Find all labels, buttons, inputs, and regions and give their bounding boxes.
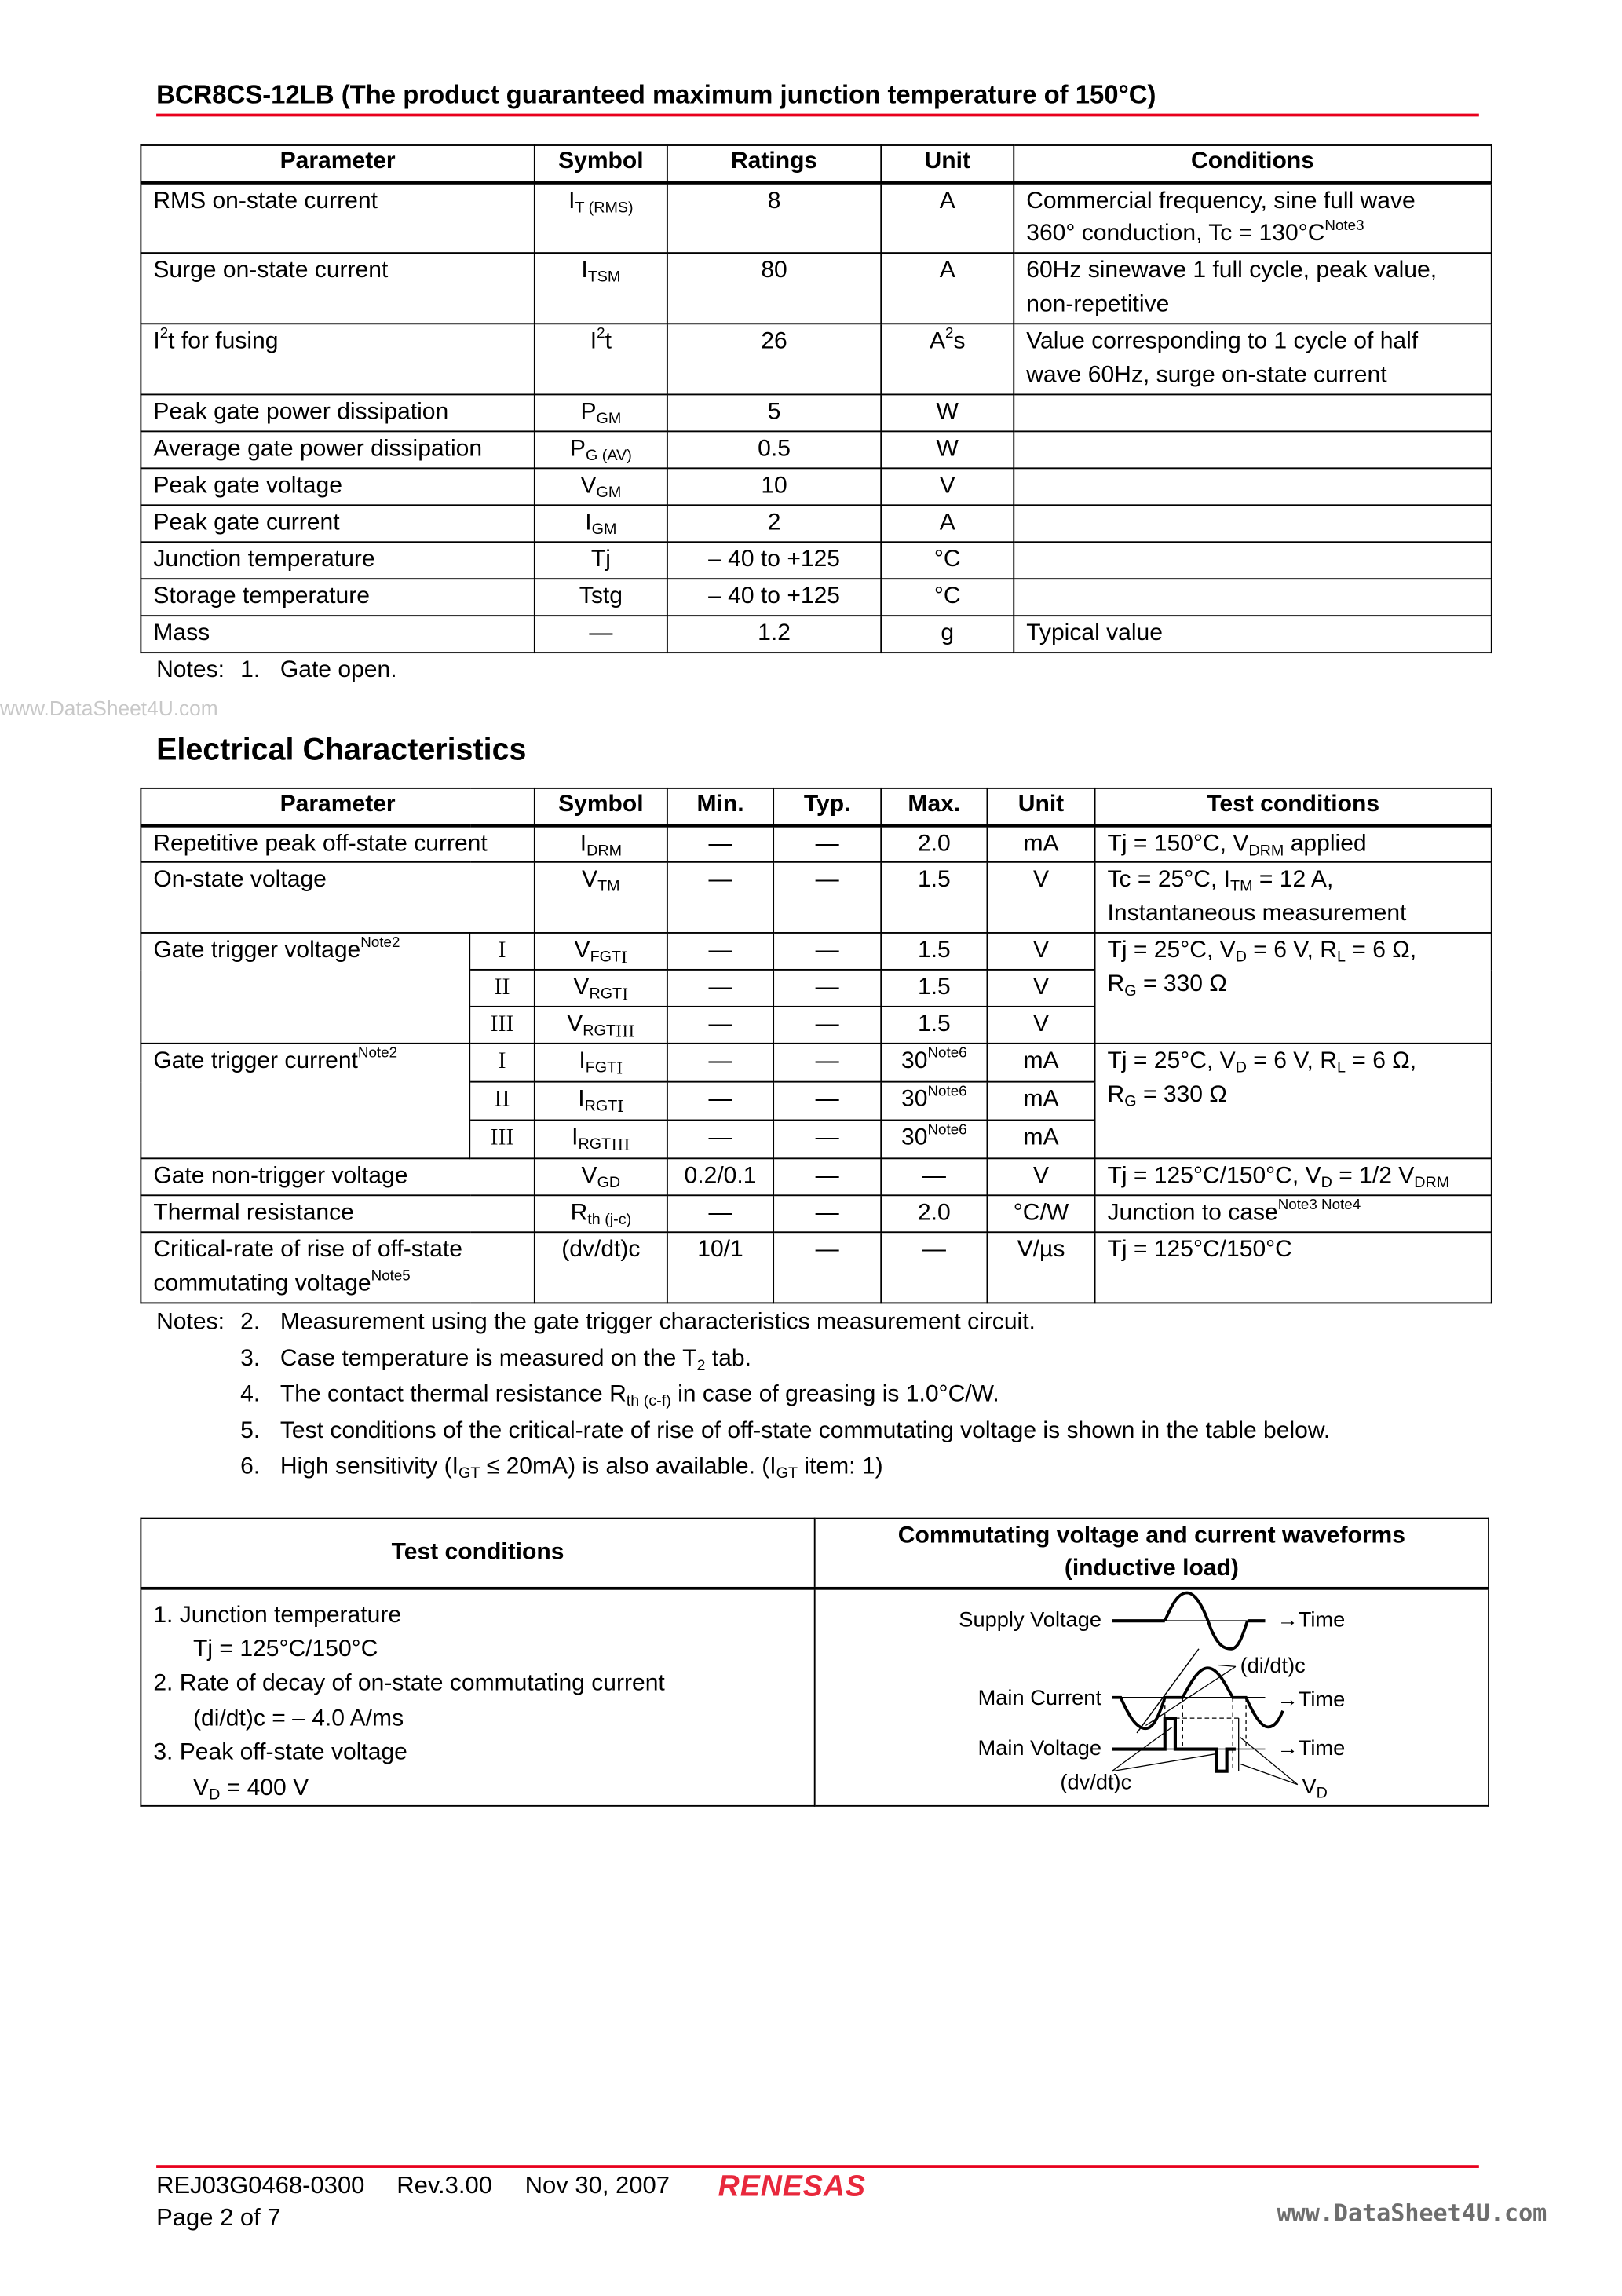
text-segment: Tj = 125°C/150°C <box>193 1636 378 1662</box>
text-segment: Test conditions of the critical-rate of rise of off-state commutating voltage is shown in the table below. <box>279 1417 1331 1443</box>
min-cell: — <box>667 1195 773 1232</box>
parameter-cell: RMS on-state current <box>141 182 534 253</box>
note-number: 3. <box>240 1345 261 1371</box>
symbol-cell: Tstg <box>535 579 667 616</box>
text-segment: = 330 Ω <box>1136 1081 1227 1107</box>
column-header: Conditions <box>1014 145 1492 182</box>
document-id: REJ03G0468-0300 <box>156 2172 365 2199</box>
text-segment: 1. Junction temperature <box>153 1602 402 1628</box>
subscript: 2 <box>696 1356 706 1374</box>
text-segment: I <box>590 328 597 354</box>
subscript: FGT <box>590 948 622 967</box>
subscript: I <box>616 1058 623 1078</box>
note-number: 4. <box>240 1381 261 1407</box>
min-cell: — <box>667 970 773 1007</box>
unit-cell: °C <box>881 579 1014 616</box>
text-segment: P <box>580 399 597 425</box>
subscript: D <box>209 1785 221 1804</box>
text-segment: = 6 Ω, R <box>1107 938 1417 996</box>
conditions-cell: Value corresponding to 1 cycle of half wave 60Hz, surge on-state current <box>1014 324 1492 394</box>
subscript: GT <box>458 1464 480 1483</box>
column-header: Unit <box>881 145 1014 182</box>
text-segment: I <box>572 1125 579 1150</box>
quadrant-cell: III <box>469 1120 535 1158</box>
parameter-cell: Average gate power dissipation <box>141 431 534 468</box>
subscript: L <box>1336 1058 1346 1077</box>
unit-cell: V <box>881 468 1014 505</box>
min-cell: — <box>667 825 773 862</box>
text-segment: Junction to case <box>1107 1200 1278 1226</box>
text-segment: in case of greasing is 1.0°C/W. <box>670 1381 999 1407</box>
typ-cell: — <box>773 862 881 933</box>
date: Nov 30, 2007 <box>524 2172 670 2199</box>
symbol-cell: Tj <box>535 542 667 579</box>
text-segment: V <box>567 1011 583 1037</box>
text-segment: I <box>585 510 592 536</box>
text-segment: (di/dt)c = – 4.0 A/ms <box>193 1706 404 1731</box>
typ-cell: — <box>773 1195 881 1232</box>
subscript: RGT <box>583 1022 616 1040</box>
note-reference: Note3 Note4 <box>1277 1197 1361 1214</box>
text-segment: Gate trigger current <box>153 1048 358 1074</box>
text-segment: = 6 Ω, R <box>1107 1048 1417 1107</box>
main-current-label: Main Current <box>977 1687 1102 1711</box>
subscript: FGT <box>585 1058 617 1077</box>
conditions-cell: Typical value <box>1014 616 1492 653</box>
note-number: 1. <box>240 657 261 683</box>
text-segment: Tj = 25°C, V <box>1107 938 1236 963</box>
subscript: DRM <box>1414 1174 1450 1192</box>
parameter-cell: Gate non-trigger voltage <box>141 1158 534 1195</box>
vd-label <box>1302 1775 1327 1801</box>
note-reference: Note6 <box>927 1084 967 1101</box>
text-segment: P <box>569 436 586 462</box>
note-number: 6. <box>240 1453 261 1479</box>
column-header: Unit <box>987 788 1094 825</box>
subscript: th (j-c) <box>587 1211 632 1229</box>
footer-rule <box>156 2165 1479 2168</box>
text-segment: t for fusing <box>168 328 279 354</box>
subscript: I <box>621 948 628 968</box>
test-conditions-header: Test conditions <box>141 1519 814 1588</box>
parameter-cell: Peak gate power dissipation <box>141 394 534 431</box>
supply-voltage-label: Supply Voltage <box>959 1609 1102 1633</box>
page-number: Page 2 of 7 <box>156 2204 281 2232</box>
quadrant-cell: II <box>469 970 535 1007</box>
typ-cell: — <box>773 933 881 970</box>
unit-cell: V/µs <box>987 1232 1094 1303</box>
max-cell: 1.5 <box>881 933 987 970</box>
text-segment: V <box>574 938 590 963</box>
notes-label: Notes: <box>156 657 225 683</box>
unit-cell: mA <box>987 1082 1094 1121</box>
text-segment: R <box>570 1200 588 1226</box>
conditions-cell: 60Hz sinewave 1 full cycle, peak value, non-repetitive <box>1014 253 1492 324</box>
text-segment: Gate trigger voltage <box>153 938 361 963</box>
dvdt-label: (dv/dt)c <box>1060 1771 1132 1795</box>
note-reference: 2 <box>945 326 954 342</box>
text-segment: Tc = 25°C, I <box>1107 867 1231 893</box>
column-header: Max. <box>881 788 987 825</box>
text-segment: = 1/2 V <box>1332 1163 1415 1189</box>
text-segment: = 400 V <box>220 1775 309 1801</box>
text-segment: I <box>579 831 587 857</box>
waveforms-header: Commutating voltage and current waveforms (inductive load) <box>815 1519 1489 1588</box>
typ-cell: — <box>773 1082 881 1121</box>
note-reference: Note6 <box>927 1045 967 1062</box>
parameter-cell: On-state voltage <box>141 862 534 933</box>
rating-cell: 80 <box>667 253 881 324</box>
note-reference: Note2 <box>360 934 400 952</box>
text-segment: 30 <box>901 1087 928 1113</box>
text-segment: Case temperature is measured on the T <box>279 1345 697 1371</box>
subscript: TSM <box>587 268 621 287</box>
rating-cell: 26 <box>667 324 881 394</box>
max-cell: 1.5 <box>881 1007 987 1044</box>
text-segment: V <box>582 867 598 893</box>
subscript: GM <box>591 521 617 539</box>
text-segment: I <box>568 188 575 214</box>
min-cell: 10/1 <box>667 1232 773 1303</box>
subscript: GM <box>596 484 622 502</box>
text-segment: The contact thermal resistance R <box>279 1381 627 1407</box>
text-segment: V <box>580 473 597 499</box>
typ-cell: — <box>773 1044 881 1082</box>
min-cell: — <box>667 933 773 970</box>
time-label: →Time <box>1277 1737 1346 1761</box>
text-segment: I <box>578 1087 585 1113</box>
subscript: L <box>1336 948 1346 967</box>
parameter-cell: Surge on-state current <box>141 253 534 324</box>
unit-cell: V <box>987 970 1094 1007</box>
column-header: Test conditions <box>1095 788 1492 825</box>
unit-cell: V <box>987 933 1094 970</box>
quadrant-cell: III <box>469 1007 535 1044</box>
subscript: TM <box>597 877 620 896</box>
didt-tangent <box>1137 1649 1199 1733</box>
text-segment: A <box>929 328 946 354</box>
min-cell: — <box>667 862 773 933</box>
note-reference: Note2 <box>357 1045 398 1062</box>
text-segment: = 330 Ω <box>1136 971 1227 996</box>
quadrant-cell: II <box>469 1082 535 1121</box>
text-segment: High sensitivity (I <box>279 1453 458 1479</box>
unit-cell: V <box>987 1007 1094 1044</box>
text-segment: Commercial frequency, sine full wave 360° conduction, Tc = 130°C <box>1026 188 1416 247</box>
quadrant-cell: I <box>469 933 535 970</box>
parameter-cell: Junction temperature <box>141 542 534 579</box>
subscript: G <box>1124 981 1137 1000</box>
note-reference: 2 <box>159 326 169 342</box>
subscript: T (RMS) <box>575 198 634 217</box>
subscript: D <box>1235 1058 1247 1077</box>
leader-lines <box>1112 1665 1298 1784</box>
text-segment: = 6 V, R <box>1246 938 1337 963</box>
unit-cell: mA <box>987 1044 1094 1082</box>
parameter-cell: Storage temperature <box>141 579 534 616</box>
unit-cell: A <box>881 505 1014 542</box>
max-cell: — <box>881 1232 987 1303</box>
typ-cell: — <box>773 1007 881 1044</box>
column-header: Parameter <box>141 145 534 182</box>
unit-cell: W <box>881 394 1014 431</box>
text-segment: 3. Peak off-state voltage <box>153 1740 407 1766</box>
subscript: RGT <box>589 985 623 1004</box>
note-text: Gate open. <box>279 657 397 683</box>
column-header: Symbol <box>535 145 667 182</box>
subscript: GD <box>597 1174 621 1192</box>
typ-cell: — <box>773 1120 881 1158</box>
rating-cell: 2 <box>667 505 881 542</box>
symbol-cell: — <box>535 616 667 653</box>
text-segment: ≤ 20mA) is also available. (I <box>480 1453 776 1479</box>
subscript: RGT <box>578 1135 612 1153</box>
text-segment: I <box>581 258 588 283</box>
typ-cell: — <box>773 1158 881 1195</box>
unit-cell: V <box>987 862 1094 933</box>
parameter-cell: Thermal resistance <box>141 1195 534 1232</box>
text-segment: 30 <box>901 1048 928 1074</box>
min-cell: — <box>667 1044 773 1082</box>
text-segment: I <box>579 1048 586 1074</box>
column-header: Parameter <box>141 788 534 825</box>
unit-cell: W <box>881 431 1014 468</box>
time-label: →Time <box>1277 1609 1346 1633</box>
unit-cell: A <box>881 253 1014 324</box>
note-reference: Note5 <box>371 1267 411 1284</box>
column-header: Ratings <box>667 145 881 182</box>
revision: Rev.3.00 <box>396 2172 492 2199</box>
parameter-cell: Peak gate current <box>141 505 534 542</box>
text-segment: 30 <box>901 1125 928 1150</box>
subscript: III <box>611 1135 630 1155</box>
rating-cell: 10 <box>667 468 881 505</box>
subscript: D <box>1316 1784 1328 1803</box>
symbol-cell: (dv/dt)c <box>535 1232 667 1303</box>
note-reference: 2 <box>597 326 605 342</box>
typ-cell: — <box>773 825 881 862</box>
typ-cell: — <box>773 970 881 1007</box>
text-segment: s <box>953 328 966 354</box>
max-cell: 1.5 <box>881 862 987 933</box>
note-number: 5. <box>240 1417 261 1443</box>
subscript: GM <box>596 410 622 428</box>
parameter-cell: Repetitive peak off-state current <box>141 825 534 862</box>
rating-cell: 5 <box>667 394 881 431</box>
text-segment: V <box>573 974 590 1000</box>
subscript: G (AV) <box>585 447 632 465</box>
text-segment: I <box>153 328 160 354</box>
subscript: I <box>617 1097 624 1117</box>
subscript: DRM <box>586 841 623 860</box>
text-segment: Measurement using the gate trigger characteristics measurement circuit. <box>279 1309 1036 1335</box>
text-segment: item: 1) <box>798 1453 883 1479</box>
unit-cell: mA <box>987 1120 1094 1158</box>
quadrant-cell: I <box>469 1044 535 1082</box>
note-number: 2. <box>240 1309 261 1335</box>
text-segment: = 12 A, Instantaneous measurement <box>1107 867 1407 926</box>
subscript: GT <box>776 1464 798 1483</box>
text-segment: V <box>1302 1775 1317 1800</box>
column-header: Symbol <box>535 788 667 825</box>
text-segment: V <box>193 1775 210 1801</box>
subscript: RGT <box>584 1097 618 1115</box>
note-reference: Note3 <box>1324 218 1364 235</box>
unit-cell: °C/W <box>987 1195 1094 1232</box>
test-conditions-cell: Tj = 125°C/150°C <box>1095 1232 1492 1303</box>
didt-label: (di/dt)c <box>1240 1654 1306 1679</box>
unit-cell: °C <box>881 542 1014 579</box>
max-cell: 2.0 <box>881 825 987 862</box>
rating-cell: 0.5 <box>667 431 881 468</box>
subscript: DRM <box>1248 841 1284 860</box>
section-heading: Electrical Characteristics <box>156 733 527 767</box>
unit-cell: V <box>987 1158 1094 1195</box>
subscript: I <box>622 985 629 1005</box>
typ-cell: — <box>773 1232 881 1303</box>
parameter-cell: Mass <box>141 616 534 653</box>
text-segment: Tj = 125°C/150°C, V <box>1107 1163 1321 1189</box>
max-cell: 1.5 <box>881 970 987 1007</box>
subscript: D <box>1235 948 1247 967</box>
text-segment: Tj = 150°C, V <box>1107 831 1249 857</box>
unit-cell: A <box>881 182 1014 253</box>
unit-cell: mA <box>987 825 1094 862</box>
text-segment: applied <box>1284 831 1367 857</box>
column-header: Min. <box>667 788 773 825</box>
text-segment: Tj = 25°C, V <box>1107 1048 1236 1074</box>
text-segment: t <box>605 328 612 354</box>
parameter-cell: Peak gate voltage <box>141 468 534 505</box>
column-header: Typ. <box>773 788 881 825</box>
text-segment: = 6 V, R <box>1246 1048 1337 1074</box>
max-cell: 2.0 <box>881 1195 987 1232</box>
watermark-right: www.DataSheet4U.com <box>1277 2199 1547 2228</box>
page-title: BCR8CS-12LB (The product guaranteed maximum junction temperature of 150°C) <box>156 79 1156 109</box>
subscript: G <box>1124 1091 1137 1110</box>
max-cell: — <box>881 1158 987 1195</box>
text-segment: 2. Rate of decay of on-state commutating current <box>153 1671 665 1697</box>
min-cell: 0.2/0.1 <box>667 1158 773 1195</box>
subscript: TM <box>1230 877 1253 896</box>
rating-cell: 8 <box>667 182 881 253</box>
min-cell: — <box>667 1082 773 1121</box>
time-label: →Time <box>1277 1688 1346 1713</box>
note-reference: Note6 <box>927 1122 967 1139</box>
min-cell: — <box>667 1007 773 1044</box>
min-cell: — <box>667 1120 773 1158</box>
subscript: III <box>615 1022 635 1042</box>
rating-cell: – 40 to +125 <box>667 579 881 616</box>
main-voltage-wave <box>1112 1718 1236 1771</box>
rating-cell: 1.2 <box>667 616 881 653</box>
renesas-logo: RENESAS <box>718 2170 866 2204</box>
unit-cell: g <box>881 616 1014 653</box>
subscript: D <box>1321 1174 1332 1192</box>
watermark-left: www.DataSheet4U.com <box>0 696 218 720</box>
notes-label: Notes: <box>156 1309 225 1335</box>
text-segment: V <box>581 1163 597 1189</box>
subscript: th (c-f) <box>626 1392 671 1410</box>
text-segment: tab. <box>705 1345 751 1371</box>
main-voltage-label: Main Voltage <box>977 1737 1102 1761</box>
text-segment: Critical-rate of rise of off-state commutating voltage <box>153 1237 462 1296</box>
rating-cell: – 40 to +125 <box>667 542 881 579</box>
